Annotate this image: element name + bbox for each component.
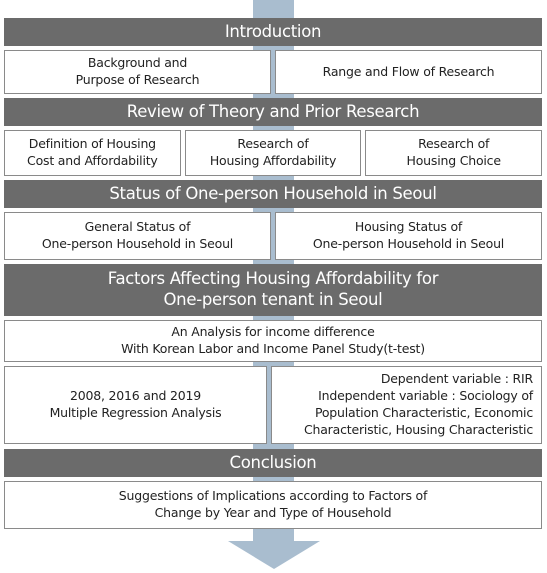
box-definition-housing-cost: Definition of Housing Cost and Affordability [4,130,181,176]
box-general-status: General Status of One-person Household in Seoul [4,212,271,260]
section-factors-header [4,264,542,316]
section-title: Introduction [224,21,322,41]
box-regression-analysis: 2008, 2016 and 2019 Multiple Regression Analysis [4,366,267,444]
section-introduction-header [4,18,542,46]
box-variables: Dependent variable : RIR Independent variable : Sociology of Population Characteristic, Economic Characteristic, Housing Characteristic [271,366,542,444]
section-title: Factors Affecting Housing Affordability for One-person tenant in Seoul [107,269,439,309]
section-status-content [4,212,542,260]
section-conclusion-header [4,449,542,477]
section-introduction-content [4,50,542,94]
box-research-affordability: Research of Housing Affordability [185,130,362,176]
section-review-header [4,98,542,126]
section-title: Status of One-person Household in Seoul [109,183,437,203]
section-status-header [4,180,542,208]
box-income-analysis: An Analysis for income difference With Korean Labor and Income Panel Study(t-test) [4,320,542,362]
box-research-choice: Research of Housing Choice [365,130,542,176]
box-housing-status: Housing Status of One-person Household in Seoul [275,212,542,260]
section-title: Conclusion [229,452,317,472]
flow-arrow-head [228,541,320,569]
section-title: Review of Theory and Prior Research [126,101,420,121]
section-review-content [4,130,542,176]
box-range-flow: Range and Flow of Research [275,50,542,94]
box-suggestions: Suggestions of Implications according to Factors of Change by Year and Type of Household [4,481,542,529]
box-background-purpose: Background and Purpose of Research [4,50,271,94]
section-factors-content [4,366,542,444]
